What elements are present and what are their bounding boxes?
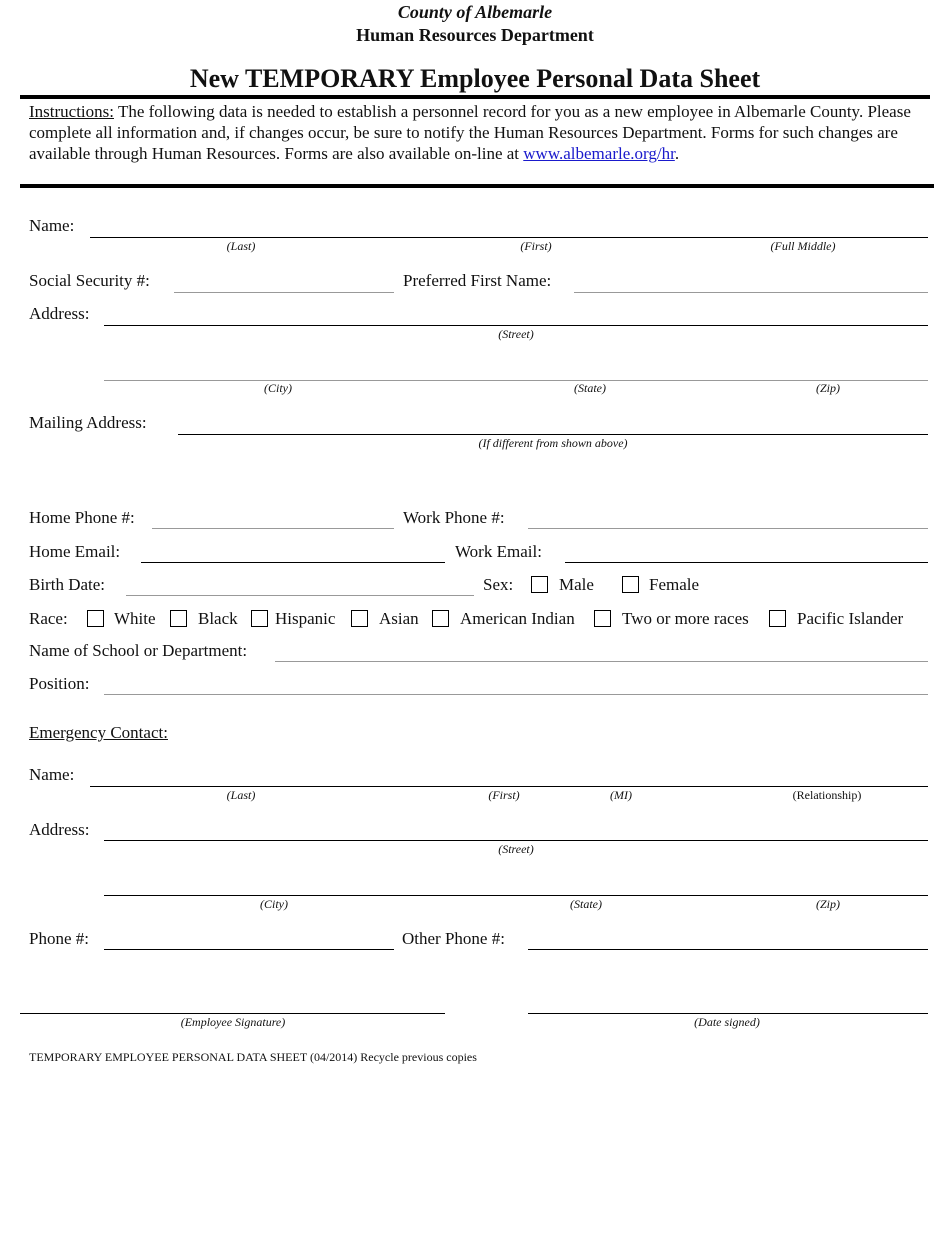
mailing-address-caption: (If different from shown above) (478, 436, 628, 450)
race-american-indian-checkbox[interactable] (432, 610, 449, 627)
instructions-text: The following data is needed to establish a personnel record for you as a new employee in Albemarle County. Please complete all information and, if changes occur, be sure to notify the Human Resources Department. Forms for such changes are available through Human Resources. Forms are also available on-line at (29, 102, 911, 163)
home-phone-label: Home Phone #: (29, 508, 135, 527)
race-pacific-islander-checkbox[interactable] (769, 610, 786, 627)
employee-signature-line[interactable] (20, 1013, 445, 1014)
birth-date-label: Birth Date: (29, 575, 106, 594)
employee-signature-caption: (Employee Signature) (180, 1015, 286, 1029)
date-signed-line[interactable] (528, 1013, 928, 1014)
emergency-phone-label: Phone #: (29, 929, 89, 948)
emergency-street-caption: (Street) (498, 842, 534, 856)
race-american-indian-label: American Indian (460, 609, 575, 628)
race-hispanic-label: Hispanic (275, 609, 336, 628)
form-footer: TEMPORARY EMPLOYEE PERSONAL DATA SHEET (04/2014) Recycle previous copies (29, 1050, 477, 1064)
instructions-bottom-rule (20, 184, 934, 188)
county-name: County of Albemarle (397, 2, 553, 22)
race-asian-checkbox[interactable] (351, 610, 368, 627)
address-label: Address: (29, 304, 90, 323)
race-two-or-more-label: Two or more races (622, 609, 749, 628)
emergency-name-input-line[interactable] (90, 786, 928, 787)
mailing-address-input-line[interactable] (178, 434, 928, 435)
emergency-other-phone-label: Other Phone #: (402, 929, 505, 948)
emergency-mi-caption: (MI) (610, 788, 632, 802)
emergency-relationship-caption: (Relationship) (792, 788, 862, 802)
name-input-line[interactable] (90, 237, 928, 238)
emergency-first-caption: (First) (488, 788, 520, 802)
emergency-zip-caption: (Zip) (816, 897, 840, 911)
emergency-city-state-zip-input-line[interactable] (104, 895, 928, 896)
emergency-other-phone-input-line[interactable] (528, 949, 928, 950)
sex-female-label: Female (649, 575, 700, 594)
top-rule (20, 95, 930, 99)
street-input-line[interactable] (104, 325, 928, 326)
emergency-city-caption: (City) (260, 897, 288, 911)
work-phone-input-line[interactable] (528, 528, 928, 529)
position-input-line[interactable] (104, 694, 928, 695)
street-caption: (Street) (498, 327, 534, 341)
name-middle-caption: (Full Middle) (770, 239, 836, 253)
position-label: Position: (29, 674, 90, 693)
race-label: Race: (29, 609, 68, 628)
zip-caption: (Zip) (816, 381, 840, 395)
city-caption: (City) (264, 381, 292, 395)
name-label: Name: (29, 216, 75, 235)
mailing-address-label: Mailing Address: (29, 413, 147, 432)
emergency-contact-heading: Emergency Contact: (29, 723, 168, 742)
race-hispanic-checkbox[interactable] (251, 610, 268, 627)
page-title: New TEMPORARY Employee Personal Data Sheet (189, 64, 761, 93)
race-two-or-more-checkbox[interactable] (594, 610, 611, 627)
sex-male-label: Male (559, 575, 594, 594)
instructions-block (29, 101, 919, 164)
emergency-name-label: Name: (29, 765, 75, 784)
home-email-input-line[interactable] (141, 562, 445, 563)
birth-date-input-line[interactable] (126, 595, 474, 596)
race-asian-label: Asian (379, 609, 419, 628)
instructions-label: Instructions: (29, 102, 114, 121)
emergency-last-caption: (Last) (226, 788, 256, 802)
sex-label: Sex: (483, 575, 514, 594)
race-pacific-islander-label: Pacific Islander (797, 609, 904, 628)
state-caption: (State) (574, 381, 606, 395)
home-email-label: Home Email: (29, 542, 121, 561)
school-department-label: Name of School or Department: (29, 641, 248, 660)
work-email-input-line[interactable] (565, 562, 928, 563)
hr-website-link[interactable]: www.albemarle.org/hr (523, 144, 675, 163)
ssn-label: Social Security #: (29, 271, 150, 290)
emergency-state-caption: (State) (570, 897, 602, 911)
instructions-end: . (674, 144, 680, 163)
emergency-address-label: Address: (29, 820, 90, 839)
emergency-street-input-line[interactable] (104, 840, 928, 841)
race-black-checkbox[interactable] (170, 610, 187, 627)
sex-male-checkbox[interactable] (531, 576, 548, 593)
department-name: Human Resources Department (356, 25, 594, 45)
work-email-label: Work Email: (455, 542, 542, 561)
name-first-caption: (First) (520, 239, 552, 253)
preferred-name-label: Preferred First Name: (403, 271, 552, 290)
home-phone-input-line[interactable] (152, 528, 394, 529)
name-last-caption: (Last) (226, 239, 256, 253)
emergency-phone-input-line[interactable] (104, 949, 394, 950)
city-state-zip-input-line[interactable] (104, 380, 928, 381)
race-black-label: Black (198, 609, 238, 628)
race-white-checkbox[interactable] (87, 610, 104, 627)
race-white-label: White (114, 609, 156, 628)
ssn-input-line[interactable] (174, 292, 394, 293)
school-department-input-line[interactable] (275, 661, 928, 662)
work-phone-label: Work Phone #: (403, 508, 505, 527)
sex-female-checkbox[interactable] (622, 576, 639, 593)
preferred-name-input-line[interactable] (574, 292, 928, 293)
date-signed-caption: (Date signed) (694, 1015, 760, 1029)
